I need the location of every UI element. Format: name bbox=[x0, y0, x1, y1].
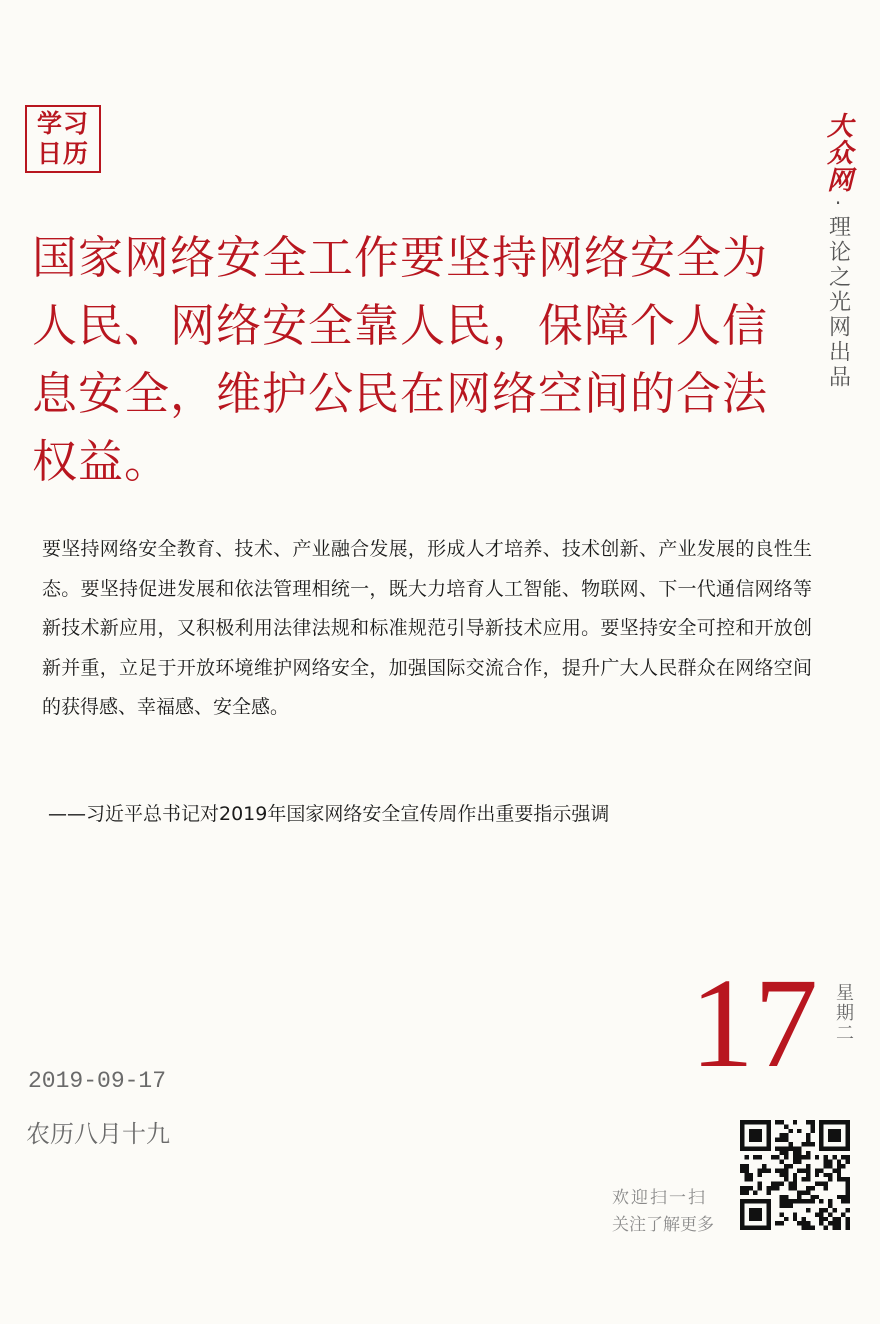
body-paragraph: 要坚持网络安全教育、技术、产业融合发展，形成人才培养、技术创新、产业发展的良性生态。要坚持促进发展和依法管理相统一，既大力培育人工智能、物联网、下一代通信网络等新技术新应用，又积极利用法律法规和标准规范引导新技术应用。要坚持安全可控和开放创新并重，立足于开放环境维护网络安全，加强国际交流合作，提升广大人民群众在网络空间的获得感、幸福感、安全感。 bbox=[42, 538, 812, 718]
side-brand bbox=[818, 112, 858, 390]
brand-subtitle: 理论之光网出品 bbox=[825, 215, 851, 390]
scan-prompt-line-1: 欢迎扫一扫 bbox=[612, 1188, 707, 1208]
scan-prompt-line-2: 关注了解更多 bbox=[612, 1215, 714, 1235]
badge-line-1: 学习 bbox=[36, 109, 89, 138]
study-calendar-badge bbox=[25, 105, 101, 173]
qr-code-icon[interactable] bbox=[740, 1120, 850, 1230]
badge-line-2: 日历 bbox=[36, 139, 89, 168]
day-number: 17 bbox=[690, 952, 818, 1094]
lunar-date: 农历八月十九 bbox=[26, 1120, 170, 1148]
brand-logo: 大众网 bbox=[822, 112, 853, 193]
attribution: ——习近平总书记对2019年国家网络安全宣传周作出重要指示强调 bbox=[48, 803, 610, 825]
gregorian-date: 2019-09-17 bbox=[28, 1068, 167, 1094]
weekday: 星期二 bbox=[833, 983, 854, 1043]
brand-separator: · bbox=[834, 191, 842, 215]
headline-quote: 国家网络安全工作要坚持网络安全为人民、网络安全靠人民，保障个人信息安全，维护公民在网络空间的合法权益。 bbox=[32, 231, 769, 488]
